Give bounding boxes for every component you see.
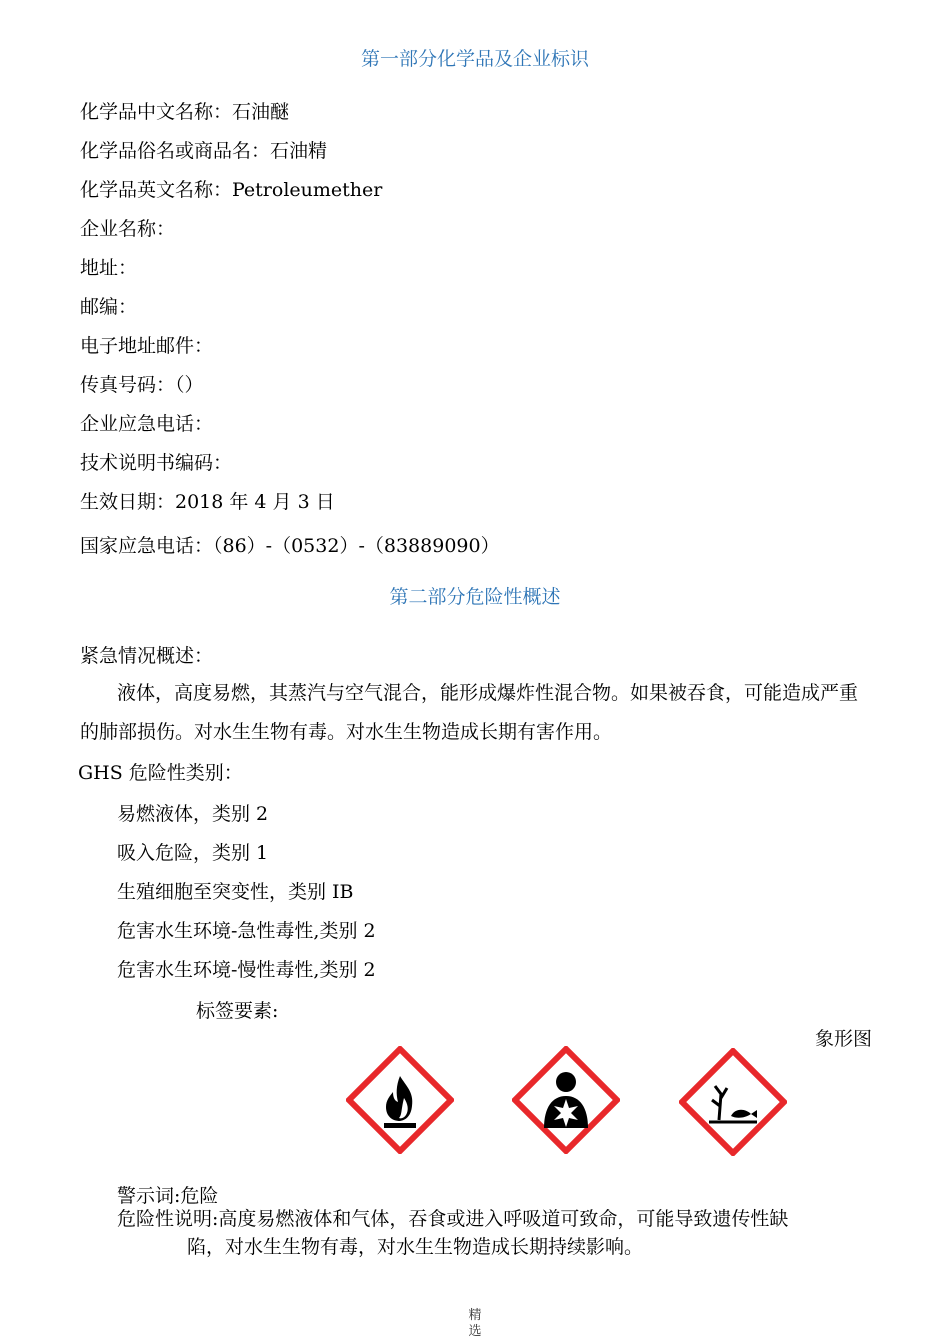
footer-mark <box>0 1308 950 1340</box>
field-chinese-name: 化学品中文名称：石油醚 <box>80 101 290 123</box>
field-address: 地址： <box>80 257 138 279</box>
field-email: 电子地址邮件： <box>80 335 214 357</box>
emergency-overview-text: 液体，高度易燃，其蒸汽与空气混合，能形成爆炸性混合物。如果被吞食，可能造成严重的肺部损伤。对水生生物有毒。对水生生物造成长期有害作用。 <box>80 682 859 743</box>
field-national-emergency-phone: 国家应急电话：（86）-（0532）-（83889090） <box>80 535 500 557</box>
ghs-item: 危害水生环境-慢性毒性,类别 2 <box>117 959 376 981</box>
field-emergency-phone: 企业应急电话： <box>80 413 214 435</box>
field-common-name: 化学品俗名或商品名：石油精 <box>80 140 328 162</box>
label-elements: 标签要素: <box>196 1000 279 1022</box>
ghs-item: 生殖细胞至突变性，类别 IB <box>117 881 354 903</box>
environment-icon <box>679 1048 787 1156</box>
ghs-category-label: GHS 危险性类别： <box>78 762 243 784</box>
section-2-title: 第二部分危险性概述 <box>389 586 561 608</box>
hazard-statement-line2: 陷，对水生生物有毒，对水生生物造成长期持续影响。 <box>187 1236 644 1258</box>
hazard-statement-line1: 危险性说明:高度易燃液体和气体，吞食或进入呼吸道可致命，可能导致遗传性缺 <box>117 1208 789 1230</box>
field-sds-code: 技术说明书编码： <box>80 452 233 474</box>
section-1-title: 第一部分化学品及企业标识 <box>360 48 589 70</box>
signal-word: 警示词:危险 <box>117 1185 219 1207</box>
field-postcode: 邮编： <box>80 296 138 318</box>
field-fax: 传真号码：（） <box>80 374 204 396</box>
flame-icon <box>346 1046 454 1154</box>
footer-line-2: 选 <box>468 1324 482 1339</box>
emergency-overview-label: 紧急情况概述： <box>80 645 214 667</box>
field-company-name: 企业名称： <box>80 218 176 240</box>
field-english-name: 化学品英文名称：Petroleumether <box>80 179 383 201</box>
hazard-statement <box>117 1205 847 1261</box>
ghs-item: 吸入危险，类别 1 <box>117 842 269 864</box>
ghs-item: 易燃液体，类别 2 <box>117 803 269 825</box>
field-effective-date: 生效日期：2018 年 4 月 3 日 <box>80 491 335 513</box>
footer-line-1: 精 <box>468 1308 482 1323</box>
health-hazard-icon <box>512 1046 620 1154</box>
pictogram-label: 象形图 <box>815 1028 873 1050</box>
ghs-item: 危害水生环境-急性毒性,类别 2 <box>117 920 376 942</box>
